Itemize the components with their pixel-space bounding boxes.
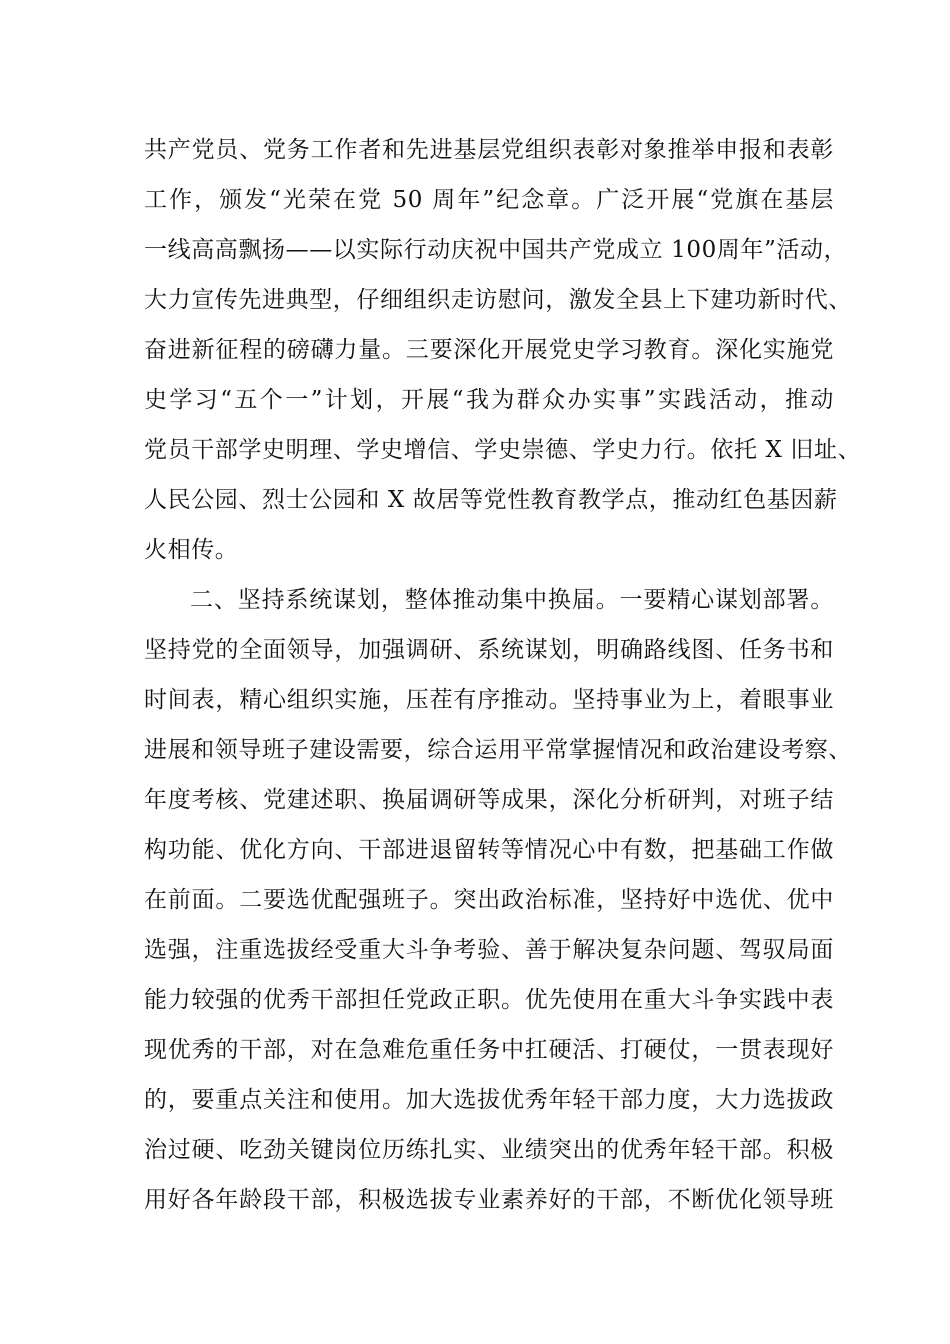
text-line: 治过硬、吃劲关键岗位历练扎实、业绩突出的优秀年轻干部。积极 <box>144 1137 834 1163</box>
text-line: 在前面。二要选优配强班子。突出政治标准，坚持好中选优、优中 <box>144 887 834 913</box>
text-line: 党员干部学史明理、学史增信、学史崇德、学史力行。依托 X 旧址、 <box>144 437 862 463</box>
text-line: 奋进新征程的磅礴力量。三要深化开展党史学习教育。深化实施党 <box>144 337 834 363</box>
section-heading-line: 二、坚持系统谋划，整体推动集中换届。一要精心谋划部署。 <box>190 587 834 613</box>
text-line: 选强，注重选拔经受重大斗争考验、善于解决复杂问题、驾驭局面 <box>144 937 834 963</box>
text-line: 共产党员、党务工作者和先进基层党组织表彰对象推举申报和表彰 <box>144 137 834 163</box>
text-line: 时间表，精心组织实施，压茬有序推动。坚持事业为上，着眼事业 <box>144 687 834 713</box>
text-line: 现优秀的干部，对在急难危重任务中扛硬活、打硬仗，一贯表现好 <box>144 1037 834 1063</box>
text-line: 的，要重点关注和使用。加大选拔优秀年轻干部力度，大力选拔政 <box>144 1087 834 1113</box>
text-line: 工作，颁发“光荣在党 50 周年”纪念章。广泛开展“党旗在基层 <box>144 187 834 213</box>
text-line: 人民公园、烈士公园和 X 故居等党性教育教学点，推动红色基因薪 <box>144 487 838 513</box>
text-line: 一线高高飘扬——以实际行动庆祝中国共产党成立 100周年”活动， <box>144 237 848 263</box>
text-line: 用好各年龄段干部，积极选拔专业素养好的干部，不断优化领导班 <box>144 1187 834 1213</box>
text-line: 大力宣传先进典型，仔细组织走访慰问，激发全县上下建功新时代、 <box>144 287 852 313</box>
text-line: 能力较强的优秀干部担任党政正职。优先使用在重大斗争实践中表 <box>144 987 834 1013</box>
text-line: 年度考核、党建述职、换届调研等成果，深化分析研判，对班子结 <box>144 787 834 813</box>
text-line: 坚持党的全面领导，加强调研、系统谋划，明确路线图、任务书和 <box>144 637 834 663</box>
text-line: 进展和领导班子建设需要，综合运用平常掌握情况和政治建设考察、 <box>144 737 852 763</box>
text-line: 火相传。 <box>144 537 239 563</box>
text-line: 构功能、优化方向、干部进退留转等情况心中有数，把基础工作做 <box>144 837 834 863</box>
text-line: 史学习“五个一”计划，开展“我为群众办实事”实践活动，推动 <box>144 387 834 413</box>
